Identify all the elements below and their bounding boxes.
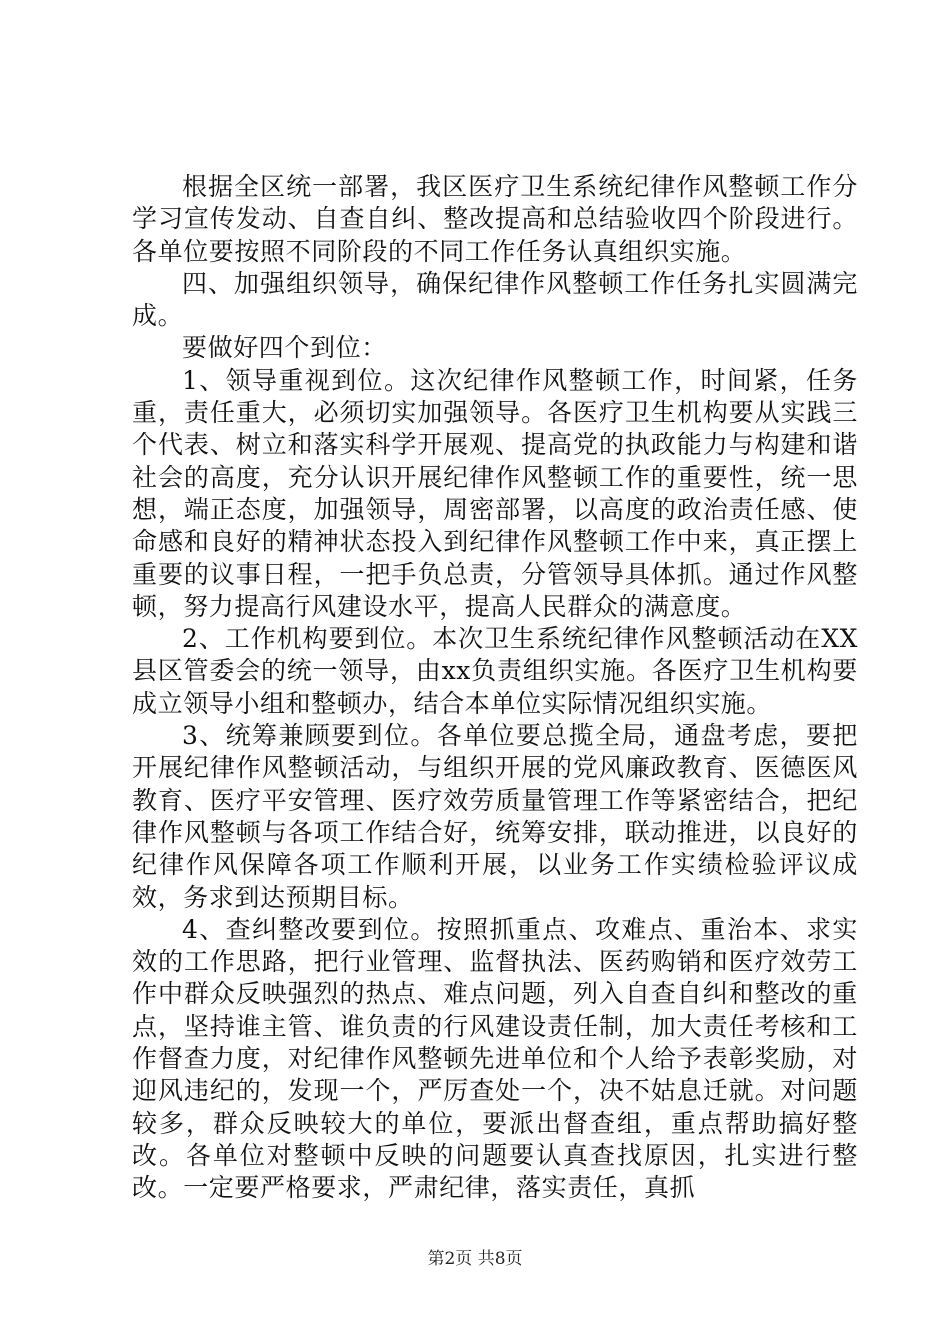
paragraph-item-4-rectification: 4、查纠整改要到位。按照抓重点、攻难点、重治本、求实效的工作思路，把行业管理、监督执法、医药购销和医疗效劳工作中群众反映强烈的热点、难点问题，列入自查自纠和整改的重点，坚持谁主管、谁负责的行风建设责任制，加大责任考核和工作督查力度，对纪律作风整顿先进单位和个人给予表彰奖励，对迎风违纪的，发现一个，严厉查处一个，决不姑息迁就。对问题较多，群众反映较大的单位，要派出督查组，重点帮助搞好整改。各单位对整顿中反映的问题要认真查找原因，扎实进行整改。一定要严格要求，严肃纪律，落实责任，真抓: [132, 914, 858, 1203]
paragraph-item-1-leadership: 1、领导重视到位。这次纪律作风整顿工作，时间紧，任务重，责任重大，必须切实加强领导。各医疗卫生机构要从实践三个代表、树立和落实科学开展观、提高党的执政能力与构建和谐社会的高度，充分认识开展纪律作风整顿工作的重要性，统一思想，端正态度，加强领导，周密部署，以高度的政治责任感、使命感和良好的精神状态投入到纪律作风整顿工作中来，真正摆上重要的议事日程，一把手负总责，分管领导具体抓。通过作风整顿，努力提高行风建设水平，提高人民群众的满意度。: [132, 365, 858, 621]
paragraph-four-requirements: 要做好四个到位：: [182, 333, 387, 363]
section-heading-organization: 四、加强组织领导，确保纪律作风整顿工作任务扎实圆满完成。: [132, 268, 858, 331]
page-footer: 第2页 共8页: [427, 1249, 523, 1269]
paragraph-stages: 根据全区统一部署，我区医疗卫生系统纪律作风整顿工作分学习宣传发动、自查自纠、整改提高和总结验收四个阶段进行。各单位要按照不同阶段的不同工作任务认真组织实施。: [132, 172, 858, 266]
paragraph-item-3-coordination: 3、统筹兼顾要到位。各单位要总揽全局，通盘考虑，要把开展纪律作风整顿活动，与组织开展的党风廉政教育、医德医风教育、医疗平安管理、医疗效劳质量管理工作等紧密结合，把纪律作风整顿与各项工作结合好，统筹安排，联动推进，以良好的纪律作风保障各项工作顺利开展，以业务工作实绩检验评议成效，务求到达预期目标。: [132, 721, 858, 912]
document-body: [132, 171, 858, 1205]
paragraph-item-2-organization: 2、工作机构要到位。本次卫生系统纪律作风整顿活动在XX县区管委会的统一领导，由xx负责组织实施。各医疗卫生机构要成立领导小组和整顿办，结合本单位实际情况组织实施。: [132, 624, 858, 718]
